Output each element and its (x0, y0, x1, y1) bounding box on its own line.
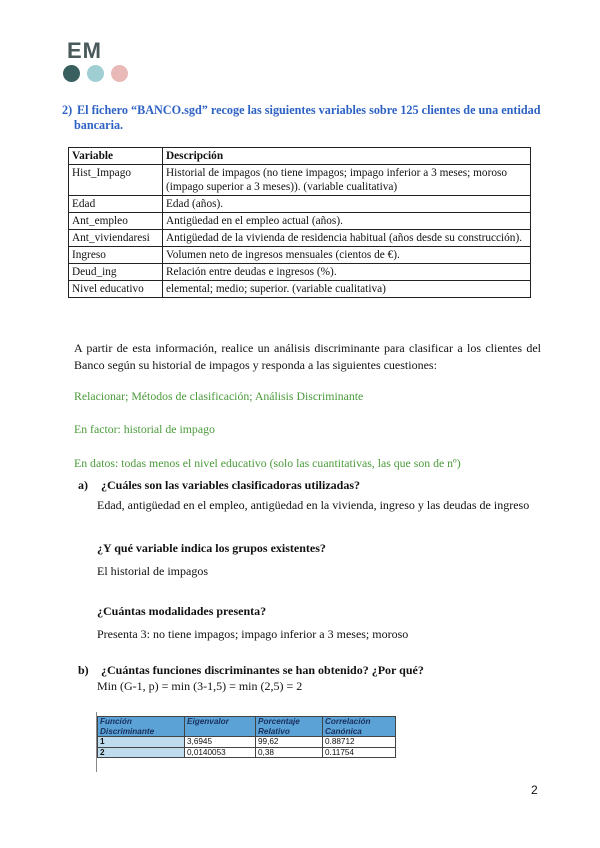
variable-cell: Ant_viviendaresi (69, 230, 163, 247)
description-cell: Edad (años). (163, 196, 531, 213)
question-2-heading (62, 103, 552, 133)
description-cell: Antigüedad en el empleo actual (años). (163, 213, 531, 230)
variable-cell: Ant_empleo (69, 213, 163, 230)
note-factor: En factor: historial de impago (74, 422, 215, 436)
eigen-correlation-cell: 0.88712 (323, 737, 396, 748)
table-row (69, 264, 531, 281)
variables-table (68, 147, 531, 298)
description-cell: elemental; medio; superior. (variable cualitativa) (163, 281, 531, 298)
question-a (78, 478, 360, 493)
table-row (69, 213, 531, 230)
variable-cell: Nivel educativo (69, 281, 163, 298)
answer-groups: El historial de impagos (97, 564, 208, 578)
question-line-2: bancaria. (74, 118, 124, 132)
answer-b: Min (G-1, p) = min (3-1,5) = min (2,5) = 2 (97, 679, 303, 693)
question-groups: ¿Y qué variable indica los grupos existentes? (97, 541, 326, 555)
answer-a: Edad, antigüedad en el empleo, antigüedad en la vivienda, ingreso y las deudas de ingreso (97, 498, 530, 512)
eigen-header-percent: Porcentaje Relativo (256, 717, 323, 737)
table-row (69, 165, 531, 196)
eigen-header-function: Función Discriminante (98, 717, 185, 737)
note-datos: En datos: todas menos el nivel educativo (solo las cuantitativas, las que son de nº) (74, 456, 461, 470)
variable-cell: Ingreso (69, 247, 163, 264)
question-a-label: a) (78, 478, 88, 492)
table-row (69, 247, 531, 264)
eigen-value-cell: 0,0140053 (185, 747, 256, 758)
description-cell: Antigüedad de la vivienda de residencia habitual (años desde su construcción). (163, 230, 531, 247)
description-cell: Historial de impagos (no tiene impagos; impago inferior a 3 meses; moroso (impago superior a 3 meses)). (variable cualitativa) (163, 165, 531, 196)
eigen-percent-cell: 0,38 (256, 747, 323, 758)
table-row (69, 196, 531, 213)
eigen-correlation-cell: 0.11754 (323, 747, 396, 758)
question-b (78, 663, 424, 678)
question-a-text: ¿Cuáles son las variables clasificadoras utilizadas? (101, 478, 361, 492)
answer-modalities: Presenta 3: no tiene impagos; impago inferior a 3 meses; moroso (97, 627, 409, 641)
question-number: 2) (62, 103, 73, 117)
page-number: 2 (531, 783, 538, 797)
variable-cell: Hist_Impago (69, 165, 163, 196)
table-row (98, 747, 396, 758)
table-header-row (69, 148, 531, 165)
description-cell: Volumen neto de ingresos mensuales (cientos de €). (163, 247, 531, 264)
note-relacionar: Relacionar; Métodos de clasificación; Análisis Discriminante (74, 389, 364, 403)
eigen-value-cell: 3,6945 (185, 737, 256, 748)
question-b-label: b) (78, 663, 89, 677)
logo-dots (63, 65, 128, 82)
question-modalities: ¿Cuántas modalidades presenta? (97, 604, 267, 618)
question-b-text: ¿Cuántas funciones discriminantes se han obtenido? ¿Por qué? (101, 663, 424, 677)
logo-dot-pink (111, 65, 128, 82)
eigen-header-correlation: Correlación Canónica (323, 717, 396, 737)
eigen-header-eigenvalue: Eigenvalor (185, 717, 256, 737)
intro-paragraph: A partir de esta información, realice un análisis discriminante para clasificar a los clientes del Banco según su historial de impagos y responda a las siguientes cuestiones: (74, 341, 541, 372)
eigenvalue-table (97, 716, 396, 758)
description-cell: Relación entre deudas e ingresos (%). (163, 264, 531, 281)
logo-dot-teal (87, 65, 104, 82)
logo-dot-dark (63, 65, 80, 82)
eigen-percent-cell: 99,62 (256, 737, 323, 748)
table-row (69, 281, 531, 298)
header-description: Descripción (163, 148, 531, 165)
eigen-function-cell: 1 (98, 737, 185, 748)
logo-text: EM (67, 38, 102, 63)
eigen-header-row (98, 717, 396, 737)
header-variable: Variable (69, 148, 163, 165)
variable-cell: Deud_ing (69, 264, 163, 281)
table-row (69, 230, 531, 247)
variable-cell: Edad (69, 196, 163, 213)
table-row (98, 737, 396, 748)
question-line-1: El fichero “BANCO.sgd” recoge las siguientes variables sobre 125 clientes de una entidad (77, 103, 541, 117)
eigen-function-cell: 2 (98, 747, 185, 758)
